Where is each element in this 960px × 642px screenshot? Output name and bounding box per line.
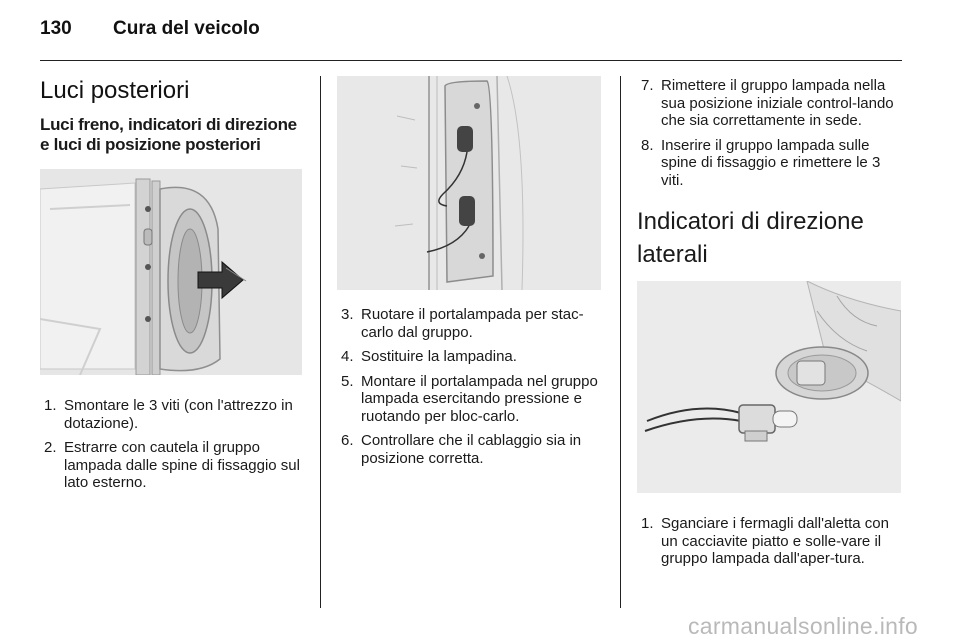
middle-column: [337, 70, 603, 474]
list-item: 8. Inserire il gruppo lampada sulle spine di fissaggio e rimettere le 3 viti.: [641, 136, 881, 189]
chapter-title: Cura del veicolo: [113, 18, 260, 39]
figure-tail-lamp-removal: [40, 169, 302, 375]
header-rule: [40, 60, 902, 61]
section-title-side-indicators: Indicatori di direzione laterali: [637, 208, 864, 268]
column-divider-1: [320, 76, 321, 608]
steps-list-left: [40, 397, 306, 492]
tail-lamp-illustration: [40, 169, 302, 375]
left-column: [40, 70, 306, 499]
column-divider-2: [620, 76, 621, 608]
list-item: 4. Sostituire la lampadina.: [341, 348, 517, 365]
figure-bulb-holder: [337, 76, 601, 290]
steps-list-right-bottom: [637, 515, 903, 568]
right-column: [637, 70, 903, 575]
steps-list-middle: [337, 306, 603, 467]
subsection-title: Luci freno, indicatori di direzione e luci di posizione posteriori: [40, 115, 297, 154]
figure-side-indicator: [637, 281, 901, 493]
list-item: 6. Controllare che il cablaggio sia in posizione corretta.: [341, 432, 582, 467]
page-number: 130: [40, 18, 72, 39]
steps-list-right-top: [637, 77, 903, 189]
list-item: 1. Sganciare i fermagli dall'aletta con un cacciavite piatto e solle-vare il gruppo lampada dall'aper-tura.: [641, 515, 889, 567]
list-item: 7. Rimettere il gruppo lampada nella sua posizione iniziale control-lando che sia correttamente in sede.: [641, 77, 894, 129]
bulb-holder-illustration: [337, 76, 601, 290]
list-item: 2. Estrarre con cautela il gruppo lampada dalle spine di fissaggio sul lato esterno.: [44, 439, 300, 491]
list-item: 5. Montare il portalampada nel gruppo lampada esercitando pressione e ruotando per bloc-carlo.: [341, 372, 598, 425]
watermark: carmanualsonline.info: [687, 613, 918, 639]
section-title-rear-lights: Luci posteriori: [40, 77, 190, 104]
side-indicator-illustration: [637, 281, 901, 493]
list-item: 3. Ruotare il portalampada per stac-carlo dal gruppo.: [341, 306, 584, 341]
list-item: 1. Smontare le 3 viti (con l'attrezzo in dotazione).: [44, 397, 293, 432]
